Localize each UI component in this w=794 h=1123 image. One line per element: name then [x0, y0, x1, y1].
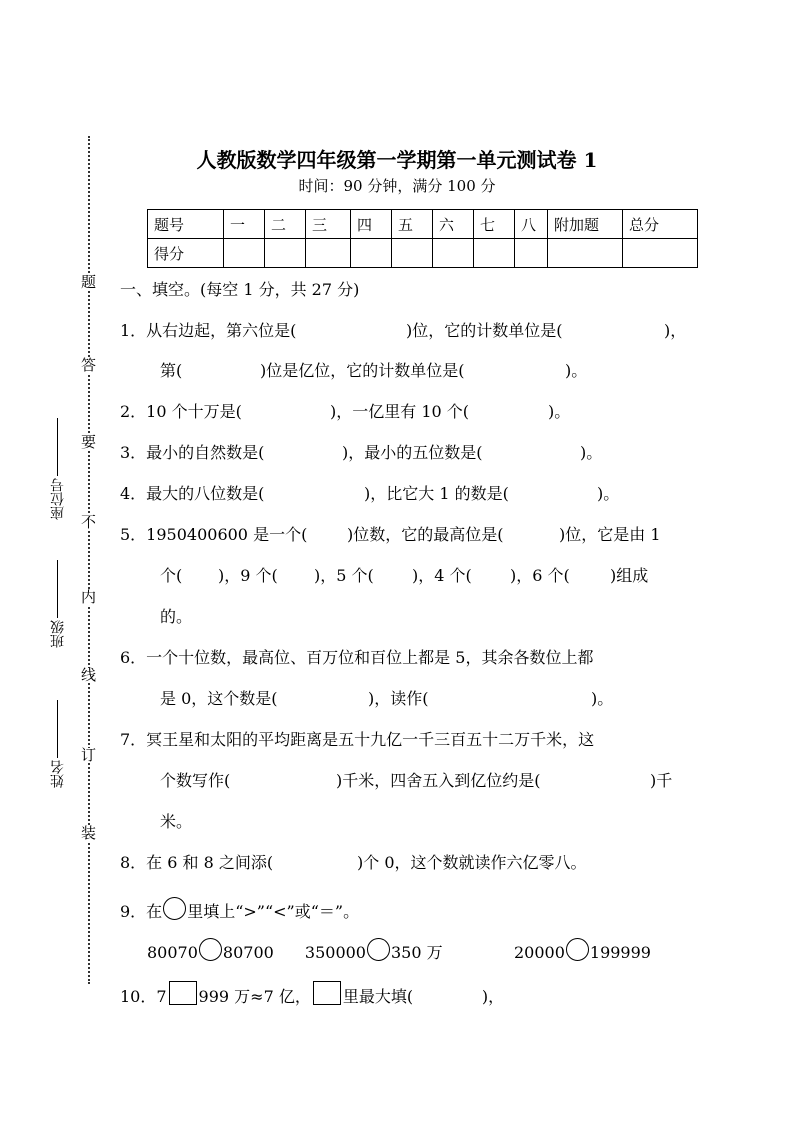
- score-table-header-row: [148, 210, 698, 239]
- question-2: [120, 402, 570, 422]
- q9-text-b: 里填上“>”“<”或“＝”。: [187, 902, 360, 921]
- seat-number-field[interactable]: [48, 418, 68, 520]
- q1-text-c: )，: [664, 321, 687, 340]
- q5-text-g: )，4 个(: [412, 566, 472, 585]
- question-9: [120, 897, 359, 922]
- q6-text-d: )。: [591, 689, 614, 708]
- q2-text-b: )，一亿里有 10 个(: [330, 402, 470, 421]
- q7-text-b: 个数写作(: [160, 771, 231, 790]
- score-table: [147, 209, 698, 268]
- circle-blank-icon: [163, 897, 186, 920]
- q8-text-b: )个 0，这个数就读作六亿零八。: [357, 853, 587, 872]
- q10-text-b: 999 万≈7 亿，: [198, 987, 311, 1006]
- q5-text-j: 的。: [160, 607, 193, 626]
- score-cell[interactable]: [392, 239, 433, 268]
- q7-text-a: 7．冥王星和太阳的平均距离是五十九亿一千三百五十二万千米，这: [120, 730, 595, 749]
- q5-text-d: 个(: [160, 566, 183, 585]
- score-row-label: 得分: [148, 239, 224, 268]
- margin-char: 装: [81, 824, 97, 842]
- margin-char: 线: [81, 666, 97, 684]
- q10-text-a: 10．7: [120, 987, 167, 1006]
- compare-circle-3[interactable]: [566, 938, 589, 961]
- compare-circle-2[interactable]: [367, 938, 390, 961]
- q1-text-f: )。: [565, 361, 588, 380]
- q5-text-a: 5．1950400600 是一个(: [120, 525, 308, 544]
- question-9-comparisons: [147, 938, 651, 963]
- q3-text-c: )。: [580, 443, 603, 462]
- margin-char: 不: [81, 513, 97, 531]
- q1-text-e: )位是亿位，它的计数单位是(: [260, 361, 465, 380]
- header-cell: 八: [515, 210, 548, 239]
- page-title: 人教版数学四年级第一学期第一单元测试卷 1: [196, 148, 598, 172]
- q5-text-c: )位，它是由 1: [559, 525, 661, 544]
- q1-text-b: )位，它的计数单位是(: [406, 321, 563, 340]
- score-cell[interactable]: [306, 239, 351, 268]
- q9-c1b: 80700: [222, 943, 274, 962]
- compare-circle-1[interactable]: [199, 938, 222, 961]
- score-cell[interactable]: [474, 239, 515, 268]
- question-5-line-1: [120, 525, 661, 545]
- q2-text-a: 2．10 个十万是(: [120, 402, 242, 421]
- header-cell: 附加题: [548, 210, 623, 239]
- score-cell[interactable]: [224, 239, 265, 268]
- q8-text-a: 8．在 6 和 8 之间添(: [120, 853, 274, 872]
- name-label: 姓名: [50, 760, 66, 788]
- header-cell: 总分: [623, 210, 698, 239]
- q9-c3b: 199999: [589, 943, 651, 962]
- q7-text-c: )千米，四舍五入到亿位约是(: [336, 771, 541, 790]
- q3-text-a: 3．最小的自然数是(: [120, 443, 265, 462]
- question-8: [120, 853, 587, 873]
- q4-text-a: 4．最大的八位数是(: [120, 484, 265, 503]
- header-cell: 四: [351, 210, 392, 239]
- margin-char: 答: [81, 356, 97, 374]
- q5-text-f: )，5 个(: [314, 566, 374, 585]
- binding-dotted-line: [88, 136, 90, 984]
- header-cell: 题号: [148, 210, 224, 239]
- question-3: [120, 443, 602, 463]
- q5-text-b: )位数，它的最高位是(: [347, 525, 504, 544]
- header-cell: 三: [306, 210, 351, 239]
- question-1-line-2: [160, 361, 587, 381]
- section-heading: 一、填空。(每空 1 分，共 27 分): [120, 280, 360, 299]
- q4-text-b: )，比它大 1 的数是(: [364, 484, 509, 503]
- seat-number-label: 座位号: [50, 478, 66, 520]
- question-6-line-2: [160, 689, 613, 709]
- q10-text-c: 里最大填(: [342, 987, 414, 1006]
- q9-text-a: 9．在: [120, 902, 163, 921]
- name-field[interactable]: [48, 700, 68, 788]
- header-cell: 七: [474, 210, 515, 239]
- exam-time-info: 时间：90 分钟，满分 100 分: [298, 177, 496, 195]
- q1-text-d: 第(: [160, 361, 183, 380]
- class-label: 班级: [50, 620, 66, 648]
- score-table-score-row: [148, 239, 698, 268]
- question-7-line-2: [160, 771, 672, 791]
- q6-text-b: 是 0，这个数是(: [160, 689, 278, 708]
- q5-text-i: )组成: [610, 566, 649, 585]
- square-blank-icon: [313, 981, 341, 1005]
- score-cell[interactable]: [515, 239, 548, 268]
- q5-text-h: )，6 个(: [510, 566, 570, 585]
- header-cell: 一: [224, 210, 265, 239]
- class-field[interactable]: [48, 560, 68, 648]
- q7-text-e: 米。: [160, 812, 193, 831]
- q6-text-c: )，读作(: [368, 689, 429, 708]
- q3-text-b: )，最小的五位数是(: [342, 443, 483, 462]
- question-10: [120, 981, 504, 1007]
- score-cell[interactable]: [265, 239, 306, 268]
- score-cell[interactable]: [433, 239, 474, 268]
- q9-c2a: 350000: [304, 943, 366, 962]
- margin-char: 订: [81, 746, 97, 764]
- q9-c1a: 80070: [147, 943, 198, 962]
- margin-char: 题: [81, 273, 97, 291]
- q2-text-c: )。: [548, 402, 571, 421]
- q10-text-d: )，: [481, 987, 505, 1006]
- question-5-line-2: [160, 566, 648, 586]
- margin-char: 内: [81, 588, 97, 606]
- q4-text-c: )。: [597, 484, 620, 503]
- header-cell: 六: [433, 210, 474, 239]
- q9-c2b: 350 万: [390, 943, 443, 962]
- header-cell: 二: [265, 210, 306, 239]
- score-cell[interactable]: [548, 239, 623, 268]
- header-cell: 五: [392, 210, 433, 239]
- q5-text-e: )，9 个(: [218, 566, 278, 585]
- square-blank-1[interactable]: [169, 981, 197, 1005]
- question-4: [120, 484, 619, 504]
- q6-text-a: 6．一个十位数，最高位、百万位和百位上都是 5，其余各数位上都: [120, 648, 594, 667]
- score-cell[interactable]: [623, 239, 698, 268]
- q7-text-d: )千: [650, 771, 673, 790]
- score-cell[interactable]: [351, 239, 392, 268]
- margin-char: 要: [81, 433, 97, 451]
- question-1-line-1: [120, 321, 686, 341]
- q9-c3a: 20000: [513, 943, 565, 962]
- q1-text-a: 1．从右边起，第六位是(: [120, 321, 297, 340]
